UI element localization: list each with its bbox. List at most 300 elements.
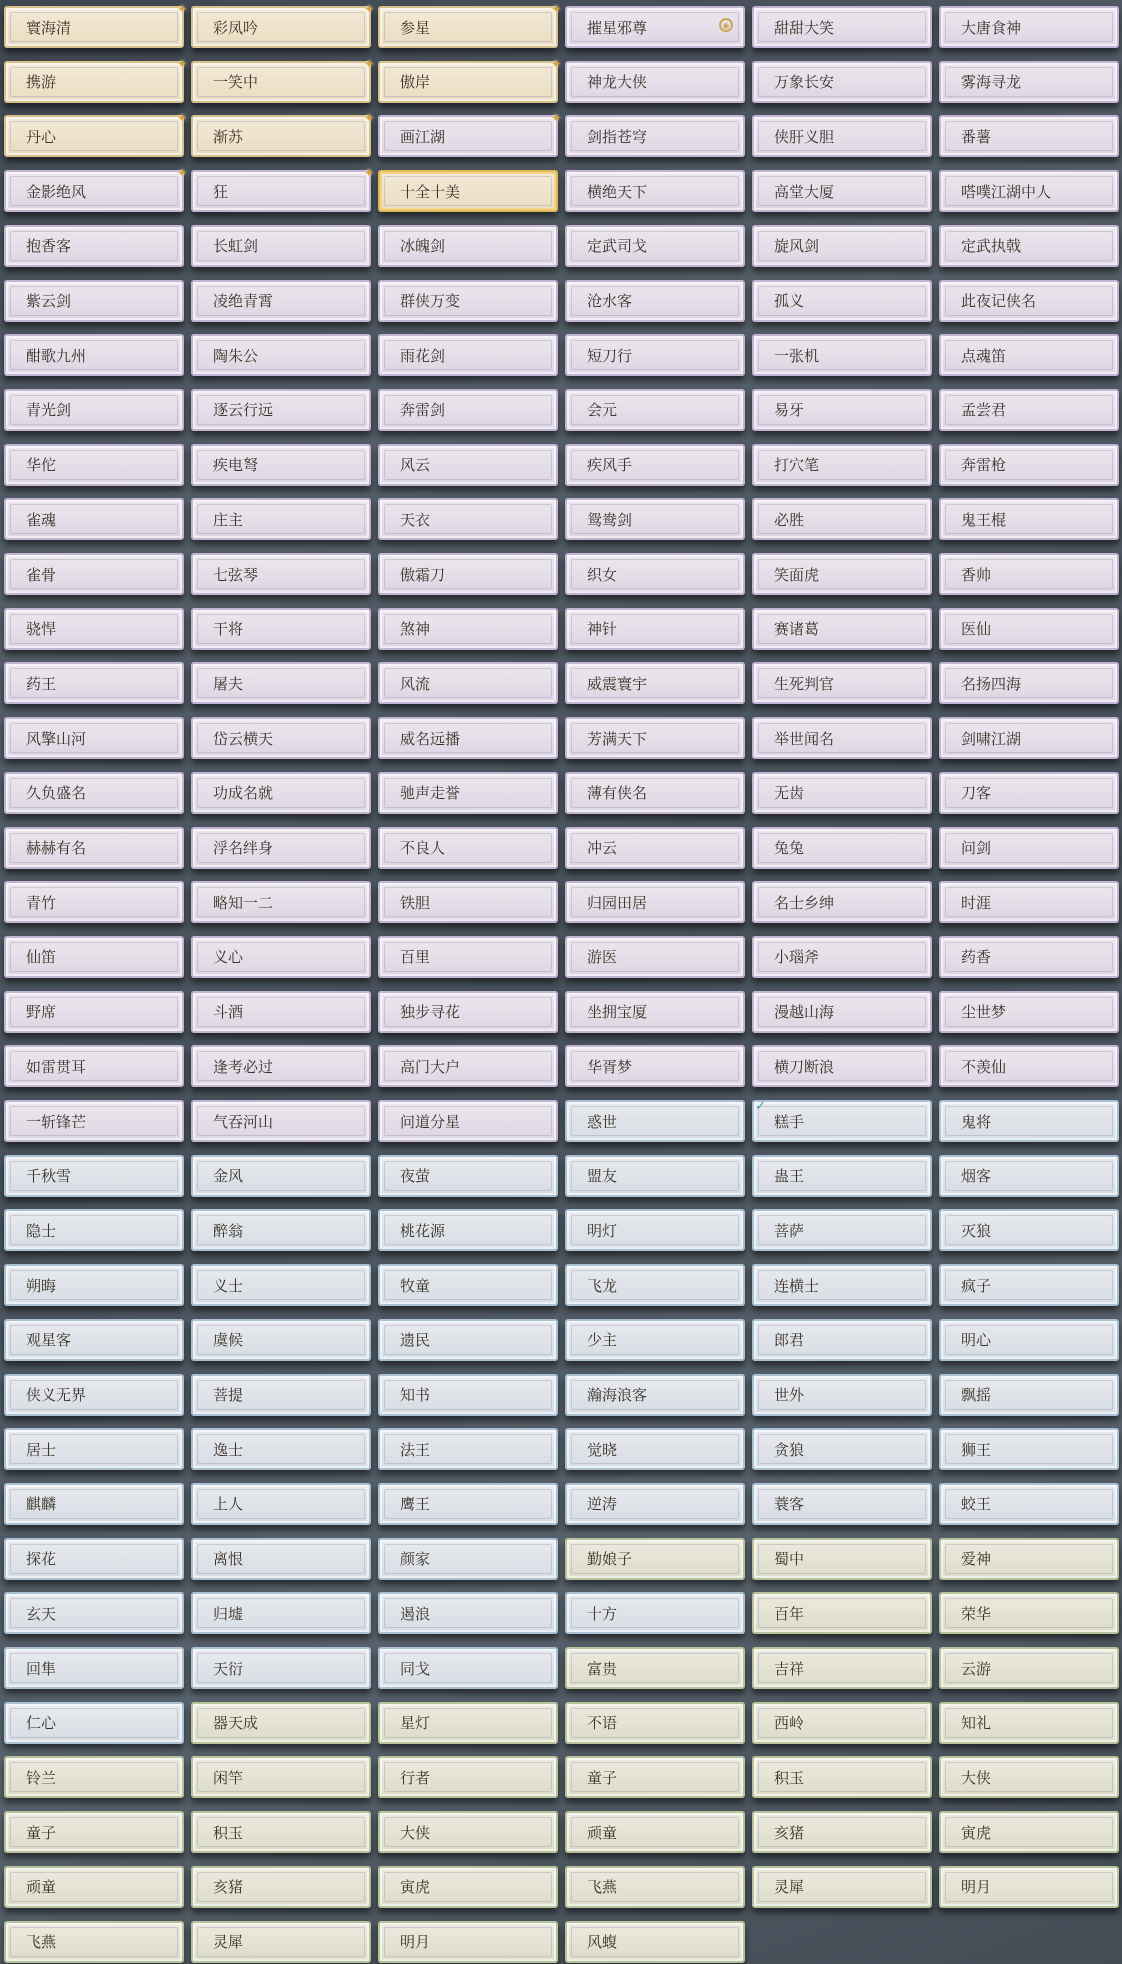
title-card[interactable] — [939, 498, 1119, 540]
title-label: 百里 — [400, 948, 431, 967]
title-card[interactable] — [4, 225, 184, 267]
title-card[interactable] — [4, 1756, 184, 1798]
title-card[interactable] — [378, 1428, 558, 1470]
title-card[interactable] — [565, 1155, 745, 1197]
title-card[interactable] — [565, 1702, 745, 1744]
title-card[interactable] — [4, 1100, 184, 1142]
title-card[interactable] — [565, 1100, 745, 1142]
title-card[interactable] — [378, 717, 558, 759]
title-label: 明月 — [961, 1878, 992, 1897]
title-label: 鬼将 — [961, 1112, 992, 1131]
title-label: 摧星邪尊 — [587, 18, 648, 37]
title-card[interactable] — [378, 170, 558, 212]
title-label: 笑面虎 — [774, 565, 820, 584]
title-card[interactable] — [939, 334, 1119, 376]
title-card[interactable] — [4, 1811, 184, 1853]
title-card[interactable] — [191, 225, 371, 267]
title-card[interactable] — [378, 56, 561, 103]
title-label: 明月 — [400, 1933, 431, 1951]
star-icon: ✦ — [550, 2, 561, 16]
title-card[interactable] — [191, 1100, 371, 1142]
title-card[interactable] — [565, 1428, 745, 1470]
title-card[interactable] — [939, 280, 1119, 322]
title-label: 法王 — [400, 1440, 431, 1459]
title-card[interactable] — [191, 1538, 371, 1580]
title-card[interactable] — [939, 1702, 1119, 1744]
title-label: 归园田居 — [587, 893, 648, 912]
title-card[interactable] — [4, 936, 184, 978]
title-card[interactable] — [378, 334, 558, 376]
title-card[interactable] — [565, 1647, 745, 1689]
title-card[interactable] — [752, 827, 932, 869]
title-card[interactable] — [4, 1702, 184, 1744]
title-card[interactable] — [191, 1428, 371, 1470]
title-card[interactable] — [752, 881, 932, 923]
title-card[interactable] — [4, 1921, 184, 1963]
title-card[interactable] — [565, 1045, 745, 1087]
title-card[interactable] — [4, 334, 184, 376]
title-card[interactable] — [378, 1921, 558, 1963]
title-card[interactable] — [565, 498, 745, 540]
title-card[interactable] — [939, 1374, 1119, 1416]
title-card[interactable] — [191, 1374, 371, 1416]
title-label: 灭狼 — [961, 1221, 992, 1240]
title-label: 麒麟 — [26, 1495, 57, 1514]
title-label: 童子 — [26, 1823, 57, 1842]
title-label: 浮名绊身 — [213, 839, 274, 857]
title-label: 颜家 — [400, 1550, 431, 1569]
title-card[interactable] — [565, 1921, 745, 1963]
title-card[interactable] — [191, 553, 371, 595]
title-label: 赫赫有名 — [26, 839, 87, 857]
title-card[interactable] — [752, 1045, 932, 1087]
title-label: 奔雷剑 — [400, 401, 446, 420]
title-label: 嗒噗江湖中人 — [961, 182, 1052, 201]
title-card[interactable] — [939, 1592, 1119, 1634]
title-card[interactable] — [191, 498, 371, 540]
title-card[interactable] — [752, 6, 932, 48]
title-card[interactable] — [4, 1866, 184, 1908]
title-card[interactable] — [4, 1592, 184, 1634]
title-card[interactable] — [378, 1319, 558, 1361]
title-label: 义士 — [213, 1276, 244, 1295]
title-card[interactable] — [752, 1209, 932, 1251]
title-card[interactable] — [565, 1811, 745, 1853]
title-card[interactable] — [378, 1538, 558, 1580]
title-card[interactable] — [378, 1100, 558, 1142]
title-card[interactable] — [191, 881, 371, 923]
title-card[interactable] — [565, 1538, 745, 1580]
title-card[interactable] — [4, 1538, 184, 1580]
title-card[interactable] — [378, 553, 558, 595]
title-label: 疾风手 — [587, 456, 633, 475]
title-label: 桃花源 — [400, 1221, 446, 1240]
title-card[interactable] — [565, 115, 745, 157]
title-card[interactable] — [752, 662, 932, 704]
title-card[interactable] — [191, 1264, 371, 1306]
title-card[interactable] — [191, 1592, 371, 1634]
title-card[interactable] — [939, 1045, 1119, 1087]
title-card[interactable] — [4, 56, 187, 103]
title-card[interactable] — [939, 1538, 1119, 1580]
title-card[interactable] — [4, 389, 184, 431]
title-label: 傲岸 — [400, 73, 431, 92]
title-card[interactable] — [378, 225, 558, 267]
title-card[interactable] — [752, 1319, 932, 1361]
title-card[interactable] — [939, 1483, 1119, 1525]
title-card[interactable] — [939, 1756, 1119, 1798]
title-card[interactable] — [378, 1209, 558, 1251]
title-card[interactable] — [4, 881, 184, 923]
title-card[interactable] — [378, 444, 558, 486]
title-card[interactable] — [939, 662, 1119, 704]
title-label: 紫云剑 — [26, 292, 72, 310]
title-card[interactable] — [191, 827, 371, 869]
title-label: 冲云 — [587, 839, 618, 857]
title-card[interactable] — [939, 553, 1119, 595]
title-card[interactable] — [378, 1264, 558, 1306]
title-label: 长虹剑 — [213, 237, 259, 256]
title-card[interactable] — [565, 936, 745, 978]
title-card[interactable] — [565, 1264, 745, 1306]
title-label: 风流 — [400, 674, 431, 693]
title-card[interactable] — [565, 662, 745, 704]
title-card[interactable] — [565, 881, 745, 923]
title-card[interactable] — [4, 991, 184, 1033]
check-icon: ✓ — [755, 1099, 766, 1114]
title-card[interactable] — [752, 1155, 932, 1197]
title-label: 寰海清 — [26, 18, 72, 37]
title-card[interactable] — [939, 881, 1119, 923]
title-card[interactable] — [565, 6, 745, 48]
title-label: 知书 — [400, 1386, 431, 1404]
title-card[interactable] — [752, 334, 932, 376]
title-card[interactable] — [378, 608, 558, 650]
title-card[interactable] — [191, 1647, 371, 1689]
title-card[interactable] — [191, 1921, 371, 1963]
title-card[interactable] — [752, 444, 932, 486]
title-card[interactable] — [939, 772, 1119, 814]
title-card[interactable] — [565, 553, 745, 595]
title-card[interactable] — [939, 444, 1119, 486]
title-label: 蜀中 — [774, 1550, 805, 1569]
title-label: 雀魂 — [26, 510, 57, 529]
title-label: 寅虎 — [400, 1878, 431, 1897]
title-label: 器天成 — [213, 1714, 259, 1733]
title-label: 高门大户 — [400, 1057, 461, 1076]
title-card[interactable] — [4, 717, 184, 759]
title-card[interactable] — [752, 772, 932, 814]
title-card[interactable] — [939, 608, 1119, 650]
title-card[interactable] — [939, 1155, 1119, 1197]
title-card[interactable] — [752, 553, 932, 595]
title-card[interactable] — [939, 389, 1119, 431]
title-card[interactable] — [4, 1264, 184, 1306]
title-card[interactable] — [565, 1209, 745, 1251]
title-card[interactable] — [191, 1155, 371, 1197]
title-card[interactable] — [191, 56, 374, 103]
title-card[interactable] — [191, 1756, 371, 1798]
title-card[interactable] — [752, 1866, 932, 1908]
title-card[interactable] — [752, 608, 932, 650]
title-card[interactable] — [4, 1647, 184, 1689]
title-card[interactable] — [4, 553, 184, 595]
title-card[interactable] — [752, 115, 932, 157]
title-label: 陶朱公 — [213, 346, 259, 365]
title-card[interactable] — [4, 608, 184, 650]
title-card[interactable] — [4, 498, 184, 540]
title-card[interactable] — [378, 1374, 558, 1416]
title-card[interactable] — [752, 170, 932, 212]
title-card[interactable] — [752, 1374, 932, 1416]
title-card[interactable] — [4, 1483, 184, 1525]
title-card[interactable] — [4, 280, 184, 322]
title-card[interactable] — [565, 717, 745, 759]
title-label: 华胥梦 — [587, 1057, 633, 1076]
title-card[interactable] — [752, 1592, 932, 1634]
title-card[interactable] — [4, 1209, 184, 1251]
title-card[interactable] — [378, 772, 558, 814]
title-label: 天衣 — [400, 510, 431, 529]
title-card[interactable] — [378, 1756, 558, 1798]
title-card[interactable] — [378, 498, 558, 540]
title-card[interactable] — [191, 389, 371, 431]
title-card[interactable] — [939, 717, 1119, 759]
title-card[interactable] — [191, 1045, 371, 1087]
title-label: 旋风剑 — [774, 237, 820, 256]
star-icon: ✦ — [550, 111, 561, 126]
title-label: 名士乡绅 — [774, 893, 835, 912]
title-card[interactable] — [4, 111, 187, 157]
title-card[interactable] — [378, 1592, 558, 1634]
title-card[interactable] — [565, 444, 745, 486]
title-label: 顽童 — [587, 1823, 618, 1842]
title-card[interactable] — [4, 2, 187, 48]
star-icon: ✦ — [363, 111, 374, 126]
title-card[interactable] — [752, 936, 932, 978]
title-card[interactable] — [191, 1866, 371, 1908]
title-card[interactable] — [378, 1811, 558, 1853]
title-card[interactable] — [939, 1647, 1119, 1689]
title-card[interactable] — [191, 936, 371, 978]
title-card[interactable] — [378, 2, 561, 48]
title-card[interactable] — [565, 389, 745, 431]
title-label: 抱香客 — [26, 237, 72, 256]
title-card[interactable] — [939, 1319, 1119, 1361]
title-label: 赛诸葛 — [774, 620, 820, 639]
title-card[interactable] — [752, 1756, 932, 1798]
title-card[interactable] — [191, 1209, 371, 1251]
title-card[interactable] — [752, 1483, 932, 1525]
title-card[interactable] — [939, 1866, 1119, 1908]
title-label: 名扬四海 — [961, 674, 1022, 693]
title-card[interactable] — [939, 1100, 1119, 1142]
title-card[interactable] — [378, 1155, 558, 1197]
title-card[interactable] — [191, 280, 371, 322]
title-card[interactable] — [565, 1319, 745, 1361]
title-card[interactable] — [752, 498, 932, 540]
title-card[interactable] — [752, 1264, 932, 1306]
title-card[interactable] — [939, 1811, 1119, 1853]
title-label: 鬼王棍 — [961, 510, 1007, 529]
title-label: 郎君 — [774, 1331, 805, 1350]
title-card[interactable] — [565, 1866, 745, 1908]
title-label: 时涯 — [961, 893, 992, 912]
title-card[interactable] — [191, 2, 374, 48]
title-card[interactable] — [565, 991, 745, 1033]
title-card[interactable] — [4, 1155, 184, 1197]
title-card[interactable] — [378, 1866, 558, 1908]
title-label: 凌绝青霄 — [213, 292, 274, 310]
title-card[interactable] — [378, 1045, 558, 1087]
title-label: 傲霜刀 — [400, 565, 446, 584]
title-card[interactable] — [939, 170, 1119, 212]
title-card[interactable] — [752, 991, 932, 1033]
title-label: 高堂大厦 — [774, 182, 835, 201]
title-label: 上人 — [213, 1495, 244, 1514]
title-label: 剑指苍穹 — [587, 127, 648, 146]
title-label: 独步寻花 — [400, 1003, 461, 1022]
title-card[interactable] — [378, 881, 558, 923]
title-label: 逢考必过 — [213, 1057, 274, 1076]
title-card[interactable] — [939, 1264, 1119, 1306]
title-label: 牧童 — [400, 1276, 431, 1295]
title-label: 如雷贯耳 — [26, 1057, 87, 1076]
title-card[interactable] — [565, 608, 745, 650]
title-card[interactable] — [191, 662, 371, 704]
title-card[interactable] — [378, 827, 558, 869]
title-card[interactable] — [752, 1811, 932, 1853]
title-label: 参星 — [400, 18, 431, 37]
title-card[interactable] — [752, 1647, 932, 1689]
title-label: 灵犀 — [213, 1933, 244, 1951]
title-card[interactable] — [4, 662, 184, 704]
title-card[interactable] — [752, 225, 932, 267]
title-card[interactable] — [191, 166, 374, 212]
title-card[interactable] — [939, 936, 1119, 978]
title-card[interactable] — [4, 1319, 184, 1361]
title-card[interactable] — [565, 280, 745, 322]
title-card[interactable] — [4, 772, 184, 814]
title-card[interactable] — [378, 1702, 558, 1744]
title-card[interactable] — [378, 1483, 558, 1525]
title-label: 贪狼 — [774, 1440, 805, 1459]
title-label: 荣华 — [961, 1604, 992, 1623]
title-label: 探花 — [26, 1550, 57, 1569]
title-label: 奔雷枪 — [961, 456, 1007, 475]
title-label: 天衍 — [213, 1659, 244, 1678]
title-card[interactable] — [939, 1209, 1119, 1251]
title-label: 药王 — [26, 674, 57, 693]
title-card[interactable] — [939, 115, 1119, 157]
title-label: 飞燕 — [587, 1878, 618, 1897]
title-card[interactable] — [378, 662, 558, 704]
title-card[interactable] — [939, 827, 1119, 869]
title-card[interactable] — [565, 170, 745, 212]
title-card[interactable] — [378, 991, 558, 1033]
title-label: 久负盛名 — [26, 784, 87, 803]
title-label: 小瑙斧 — [774, 948, 820, 967]
title-label: 医仙 — [961, 620, 992, 639]
title-card[interactable] — [191, 717, 371, 759]
title-card[interactable] — [191, 111, 374, 157]
title-card[interactable] — [191, 1319, 371, 1361]
title-card[interactable] — [565, 827, 745, 869]
title-card[interactable] — [939, 225, 1119, 267]
title-card[interactable] — [4, 827, 184, 869]
title-label: 疯子 — [961, 1276, 992, 1295]
title-card[interactable] — [939, 6, 1119, 48]
title-card[interactable] — [752, 1428, 932, 1470]
title-card[interactable] — [4, 444, 184, 486]
title-card[interactable] — [4, 1374, 184, 1416]
title-card[interactable] — [939, 991, 1119, 1033]
title-card[interactable] — [565, 1756, 745, 1798]
title-card[interactable] — [191, 444, 371, 486]
title-card[interactable] — [752, 280, 932, 322]
title-label: 功成名就 — [213, 784, 274, 803]
title-card[interactable] — [191, 608, 371, 650]
title-card[interactable] — [565, 1374, 745, 1416]
title-card[interactable] — [752, 1100, 932, 1142]
title-card[interactable] — [565, 772, 745, 814]
title-label: 寅虎 — [961, 1823, 992, 1842]
title-card[interactable] — [378, 280, 558, 322]
title-label: 遗民 — [400, 1331, 431, 1350]
title-card[interactable] — [191, 334, 371, 376]
title-card[interactable] — [4, 1045, 184, 1087]
title-card[interactable] — [752, 389, 932, 431]
title-card[interactable] — [378, 1647, 558, 1689]
title-card[interactable] — [565, 1592, 745, 1634]
title-card[interactable] — [565, 225, 745, 267]
title-label: 醉翁 — [213, 1221, 244, 1240]
title-card[interactable] — [191, 772, 371, 814]
title-card[interactable] — [939, 61, 1119, 103]
title-card[interactable] — [565, 61, 745, 103]
title-card[interactable] — [752, 61, 932, 103]
title-card[interactable] — [939, 1428, 1119, 1470]
title-label: 蓑客 — [774, 1495, 805, 1514]
title-card[interactable] — [378, 936, 558, 978]
title-label: 孟尝君 — [961, 401, 1007, 420]
title-label: 生死判官 — [774, 674, 835, 693]
title-card[interactable] — [4, 166, 187, 212]
title-label: 番薯 — [961, 127, 992, 146]
star-icon: ✦ — [176, 2, 187, 16]
title-label: 蛊王 — [774, 1167, 805, 1186]
title-label: 雀骨 — [26, 565, 57, 584]
title-label: 群侠万变 — [400, 292, 461, 310]
title-label: 仙笛 — [26, 948, 57, 967]
title-card[interactable] — [752, 1702, 932, 1744]
title-card[interactable] — [191, 1702, 371, 1744]
title-card[interactable] — [4, 1428, 184, 1470]
title-card[interactable] — [565, 1483, 745, 1525]
title-card[interactable] — [752, 717, 932, 759]
title-card[interactable] — [752, 1538, 932, 1580]
title-card[interactable] — [565, 334, 745, 376]
title-label: 朔晦 — [26, 1276, 57, 1295]
title-card[interactable] — [378, 389, 558, 431]
title-label: 亥猪 — [774, 1823, 805, 1842]
title-card[interactable] — [191, 991, 371, 1033]
title-label: 一斩锋芒 — [26, 1112, 87, 1131]
title-card[interactable] — [191, 1811, 371, 1853]
title-card[interactable] — [191, 1483, 371, 1525]
title-card[interactable] — [378, 111, 561, 157]
title-label: 虞候 — [213, 1331, 244, 1350]
